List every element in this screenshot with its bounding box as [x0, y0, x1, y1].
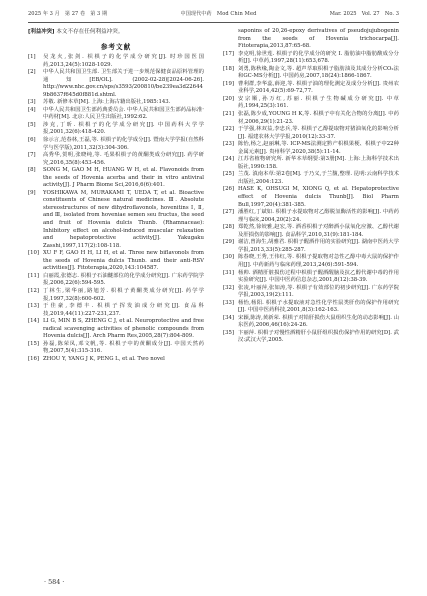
- reference-number: [24]: [223, 156, 234, 163]
- reference-number: [13]: [28, 303, 39, 310]
- reference-item: [28, 288, 204, 303]
- reference-number: [28]: [223, 224, 234, 231]
- conflict-statement: [28, 28, 204, 37]
- reference-number: [32]: [223, 284, 234, 291]
- reference-text: saponins of 20,26-epoxy derivatives of pseudojujubogenin from the seeds of Hovenia trichocarpa[J]. Fitoterapia,2013,87:65-68.: [238, 28, 399, 50]
- left-column: [28, 28, 204, 363]
- reference-number: [9]: [28, 189, 36, 196]
- reference-item: [28, 341, 204, 356]
- reference-number: [3]: [28, 99, 36, 106]
- conflict-text: 本文不存在任何利益冲突。: [56, 29, 124, 35]
- reference-number: [30]: [223, 254, 234, 261]
- reference-item: [28, 250, 204, 273]
- reference-number: [1]: [28, 54, 36, 60]
- reference-text: 吴龙火,张剑. 枳椇子的化学成分研究[J]. 时珍国医国药,2013,24(5):1028-1029.: [43, 54, 204, 68]
- reference-text: HASE K, OHSUGI M, XIONG Q, et al. Hepatoprotective effect of Hovenia dulcis Thunb[J]. Biol Pharm Bull,1997,20(4):381-385.: [238, 186, 399, 208]
- reference-text: 陈春晓,王秀,王伟红,等. 枳椇子提取物对急性乙醇中毒大鼠的保护作用[J]. 中药新药与临床药理,2013,24(6):591-594.: [238, 254, 399, 268]
- reference-item: [28, 107, 204, 122]
- reference-item: [223, 330, 399, 345]
- reference-text: 涉克,丁昕. 枳椇子的化学成分研究[J]. 中国药科大学学报,2001,32(6):418-420.: [43, 121, 204, 136]
- reference-item: [28, 137, 204, 152]
- reference-text: 江苏省植物研究所. 新华本草纲要:第3册[M]. 上海:上海科学技术出版社,1990:158.: [238, 156, 399, 170]
- header-issue: 2025 年 3 月 第 27 卷 第 3 期: [28, 11, 108, 17]
- reference-number: [10]: [28, 250, 39, 257]
- reference-number: [17]: [223, 50, 234, 57]
- reference-item: [223, 224, 399, 239]
- reference-list-right: [223, 51, 399, 345]
- reference-text: 高秀华,贺明,张晓纯,等. 毛果枳椇子的黄酮类成分研究[J]. 药学研究,2016,35(8):453-456.: [43, 152, 204, 166]
- reference-item: [28, 69, 204, 99]
- reference-text: 兰茂. 滇南本草:第2卷[M]. 于乃义,于兰馥,整理. 昆明:云南科学技术出版社,2004:123.: [238, 171, 399, 185]
- reference-text: 李克明,徐世莲. 枳椇子的化学成分的研究 Ⅰ. 脂肪油中脂肪酸成分分析[J]. 中草药,1997,28(11):653,678.: [238, 50, 399, 65]
- conflict-label: [利益冲突]: [28, 29, 55, 35]
- reference-item: [223, 285, 399, 300]
- reference-text: 孙磊,陈荣凤,邓文帆,等. 枳椇子中的黄酮成分[J]. 中国天然药物,2007,5(4):315-316.: [43, 340, 204, 355]
- page-number: · 584 ·: [44, 578, 65, 586]
- reference-number: [16]: [28, 355, 39, 362]
- reference-item: [223, 300, 399, 315]
- reference-text: 卞丽萍. 枳椇子对慢性酒精肝小鼠肝组织损伤保护作用的研究[D]. 武汉:武汉大学,2005.: [238, 329, 399, 344]
- reference-item: [223, 111, 399, 126]
- reference-item: [28, 167, 204, 190]
- reference-item: [28, 54, 204, 69]
- reference-number: [18]: [223, 65, 234, 72]
- header-issue-en: Mar. 2025 Vol. 27 No. 3: [329, 11, 399, 17]
- reference-item: [28, 303, 204, 318]
- reference-list-left: [28, 54, 204, 363]
- reference-number: [22]: [223, 126, 234, 133]
- reference-text: 潘胜红,丁斌如. 枳椇子水提取物对乙醇脱氢酶活性的影响[J]. 中药药理与临床,2004,20(2):24.: [238, 209, 399, 223]
- reference-item: [28, 273, 204, 288]
- reference-number: [35]: [223, 329, 234, 336]
- reference-text: 刘勇,陈秋缘,陶金文,等. 超声萃取枳椇子脂肪油及其成分分析CO₂法和GC-MS分析[J]. 中国药房,2007,18(24):1866-1867.: [238, 65, 399, 80]
- reference-number: [33]: [223, 299, 234, 306]
- reference-text: 杨帅. 酒精肝脏损伤过程中枳椇子醒酒醒脑及抗乙醇代谢中毒的作用实验研究[J]. 中国中医药信息杂志,2001,8(12):38-39.: [238, 269, 399, 284]
- reference-text: 苏敬. 新修本草[M]. 上海:上海古籍出版社,1985:143.: [43, 99, 171, 106]
- reference-number: [6]: [28, 137, 36, 144]
- reference-number: [2]: [28, 69, 36, 76]
- reference-text: LI G, MIN B S, ZHENG C J, et al. Neuroprotective and free radical scavenging activities of phenolic compounds from Hovenia dulcis[J]. Arch Pharm Res,2005,28(7):804-809.: [43, 318, 204, 340]
- reference-number: [11]: [28, 272, 39, 279]
- reference-item: [28, 122, 204, 137]
- reference-number: [26]: [223, 186, 234, 193]
- reference-item: [223, 126, 399, 141]
- reference-item: [28, 318, 204, 341]
- header-rule: [28, 22, 399, 23]
- reference-item: [28, 152, 204, 167]
- reference-number: [19]: [223, 80, 234, 87]
- reference-text: 谢洁,曾海生,胡雅君. 枳椇子醒酒作用的实验研究[J]. 湖南中医药大学学报,2013,33(5):285-287.: [238, 239, 399, 253]
- reference-item: [223, 141, 399, 156]
- reference-text: 杨怡,杨阳. 枳椇子水提取液对急性化学性鼠类肝伤的保护作用研究[J]. 中国中医药科技,2001,8(3):162-163.: [238, 299, 399, 314]
- reference-text: YOSHIKAWA M, MURAKAMI T, UEDA T, et al. Bioactive constituents of Chinese natural medicines. Ⅲ. Absolute stereostructures of new dihydroflavonols, hovenitins Ⅰ, Ⅱ, and Ⅲ, isolated from hoveniae semen seu fructus, the seed and fruit of Hovenia dulcis Thunb. (Rhamnaceae): Inhibitory effect on alcohol-induced muscular relaxation and hepatoprotective activity[J]. Yakugaku Zasshi,1997,117(2):108-118.: [43, 189, 204, 249]
- reference-text: 中华人民共和国卫生部. 卫生部关于进一步规范保健食品原料管理的通知[EB/OL]. (2002-02-28)[2024-06-26]. http://www.nhc.gov.cn/sps/s3593/200810/be239ea3d226449b8637f645d0f881d.shtml.: [43, 69, 204, 98]
- reference-number: [27]: [223, 209, 234, 216]
- reference-item: [28, 356, 204, 364]
- reference-item: [28, 190, 204, 250]
- reference-item: [223, 209, 399, 224]
- reference-number: [21]: [223, 111, 234, 118]
- reference-text: 徐示言,范春林,王磊,等. 枳椇子的化学成分[J]. 暨南大学学报(自然科学与医学版),2011,32(3):304-306.: [43, 137, 204, 151]
- reference-text: 于学强,林双益,李忠兵,等. 枳椇子乙醇提取物对猪油氧化的影响分析[J]. 福建农林大学学报,2010(12):33-37.: [238, 126, 399, 140]
- reference-text: 曹利群,李华蕊,薛迎,等. 枳椇子油的理化测定及成分分析[J]. 贵州农业科学,2014,42(5):69-72,77.: [238, 80, 399, 95]
- reference-item: [223, 51, 399, 66]
- reference-item: [223, 171, 399, 186]
- running-header: [28, 10, 399, 20]
- reference-text: 张磊,陈少成,YOUNG H K,等. 枳椇子中有关化合物的分离[J]. 中药材,2006,29(1):21-23.: [238, 111, 399, 125]
- reference-text: 中华人民共和国卫生部药典委员会. 中华人民共和国卫生部药品标准·中药材[M]. 北京:人民卫生出版社,1992:62.: [43, 106, 204, 121]
- reference-text: 白丽霞,张德志. 枳椇子石油醚部位的化学成分研究[J]. 广东药学院学报,2006,22(6):594-595.: [43, 272, 204, 287]
- reference-item: [223, 254, 399, 269]
- reference-text: XU F F, GAO H H, LI H, et al. Three new biflavonols from the seeds of Hovenia dulcis Thunb. and their anti-RSV activities[J]. Fitoterapia,2020,143:104587.: [43, 250, 204, 272]
- reference-number: [29]: [223, 239, 234, 246]
- reference-number: [25]: [223, 171, 234, 178]
- reference-item: [223, 239, 399, 254]
- reference-text: 安宗顺,孙万红,苏丽. 枳椇子生物碱成分研究[J]. 中草药,1994,25(3):161.: [238, 95, 399, 110]
- reference-item: [223, 81, 399, 96]
- reference-number: [7]: [28, 152, 36, 159]
- reference-text: ZHOU Y, YANG J K, PENG L, et al. Two novel: [43, 355, 165, 362]
- reference-item: [223, 66, 399, 81]
- reference-text: 张凌,叶丽萍,张如涛,等. 枳椇子有效部位的初步研究[J]. 广东药学院学报,2003,19(2):111.: [238, 284, 399, 299]
- reference-number: [31]: [223, 269, 234, 276]
- reference-number: [4]: [28, 106, 36, 113]
- reference-number: [15]: [28, 340, 39, 347]
- reference-text: 陈怡,杨之,赵丽琳,等. ICP-MS法测定黔产枳椇果梗、枳椇子中22种金属元素[J]. 贵州科学,2020,38(5):11-14.: [238, 141, 399, 155]
- reference-text: 丁林生,梁华丽,路旭芳. 枳椇子黄酮类成分研究[J]. 药学学报,1997,32(8):600-602.: [43, 287, 204, 302]
- reference-item: [223, 96, 399, 111]
- references-heading: 参考文献: [100, 43, 132, 51]
- reference-text: 宋颖,陈涛,黄新荣. 枳椇子对铅肝损伤大鼠组织生化的动态影响[J]. 山东医药,2006,46(16):24-26.: [238, 314, 399, 329]
- reference-text: SONG M, GAO M H, HUANG W H, et al. Flavonoids from the seeds of Hovenia acerba and their in vitro antiviral activity[J]. J Pharm Biome Sci,2016,6(6):401.: [43, 167, 204, 189]
- reference-item: [223, 186, 399, 209]
- reference-number: [5]: [28, 121, 36, 128]
- reference-text: 郑乾然,徐姣雅,赵宏,等. 酒香枳椇子对醉酒小鼠氧化应激、乙醇代谢及肝损伤的影响[J]. 食品科学,2010,31(9):181-184.: [238, 224, 399, 238]
- right-column: [223, 28, 399, 345]
- reference-number: [8]: [28, 167, 36, 174]
- reference-item: [223, 270, 399, 285]
- reference-number: [14]: [28, 318, 39, 325]
- reference-number: [12]: [28, 287, 39, 294]
- header-journal: 中国现代中药 Mod Chin Med: [180, 11, 257, 17]
- reference-text: 于佳豪,李德丰. 枳椇子挥发油成分研究[J]. 食品科技,2019,44(11):227-231,237.: [43, 303, 204, 317]
- reference-item: [223, 315, 399, 330]
- reference-item: [223, 156, 399, 171]
- reference-item: [28, 99, 204, 107]
- reference-continuation: [223, 28, 399, 51]
- reference-number: [20]: [223, 95, 234, 102]
- reference-number: [23]: [223, 141, 234, 148]
- reference-number: [34]: [223, 314, 234, 321]
